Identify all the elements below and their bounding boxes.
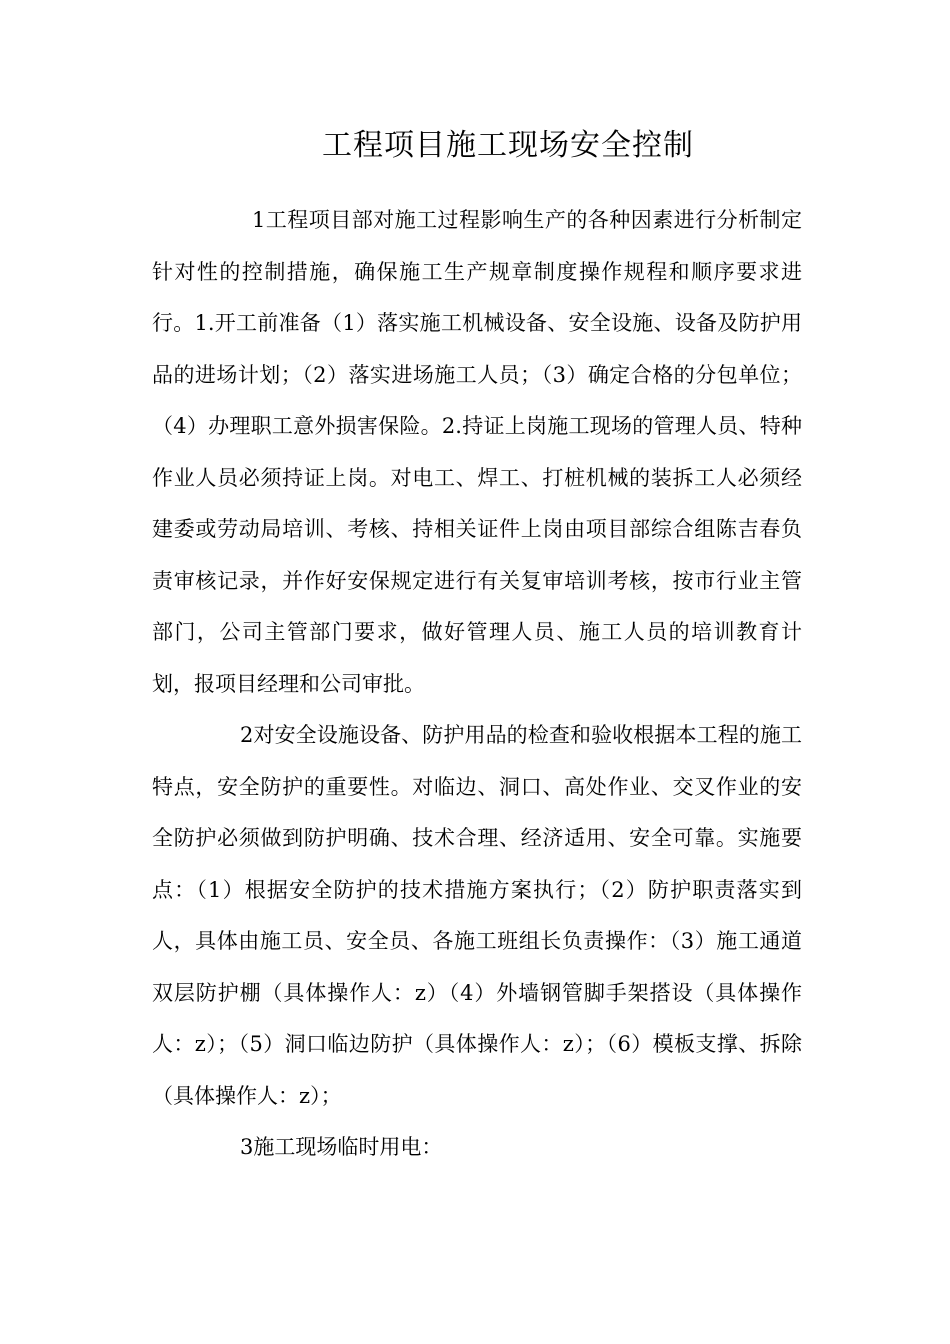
paragraph-2: 2对安全设施设备、防护用品的检查和验收根据本工程的施工特点，安全防护的重要性。对临边、洞口、高处作业、交叉作业的安全防护必须做到防护明确、技术合理、经济适用、安全可靠。实施要点：（1）根据安全防护的技术措施方案执行；（2）防护职责落实到人，具体由施工员、安全员、各施工班组长负责操作：（3）施工通道双层防护棚（具体操作人：z）（4）外墙钢管脚手架搭设（具体操作人：z）；（5）洞口临边防护（具体操作人：z）；（6）模板支撑、拆除（具体操作人：z）；	[152, 723, 802, 1108]
paragraph-1: 1工程项目部对施工过程影响生产的各种因素进行分析制定针对性的控制措施，确保施工生产规章制度操作规程和顺序要求进行。1.开工前准备（1）落实施工机械设备、安全设施、设备及防护用品的进场计划；（2）落实进场施工人员；（3）确定合格的分包单位；（4）办理职工意外损害保险。2.持证上岗施工现场的管理人员、特种作业人员必须持证上岗。对电工、焊工、打桩机械的装拆工人必须经建委或劳动局培训、考核、持相关证件上岗由项目部综合组陈吉春负责审核记录，并作好安保规定进行有关复审培训考核，按市行业主管部门，公司主管部门要求，做好管理人员、施工人员的培训教育计划，报项目经理和公司审批。	[152, 208, 802, 696]
paragraph-3: 3施工现场临时用电：	[240, 1135, 443, 1159]
document-title: 工程项目施工现场安全控制	[322, 128, 694, 163]
document-body	[152, 195, 802, 1174]
